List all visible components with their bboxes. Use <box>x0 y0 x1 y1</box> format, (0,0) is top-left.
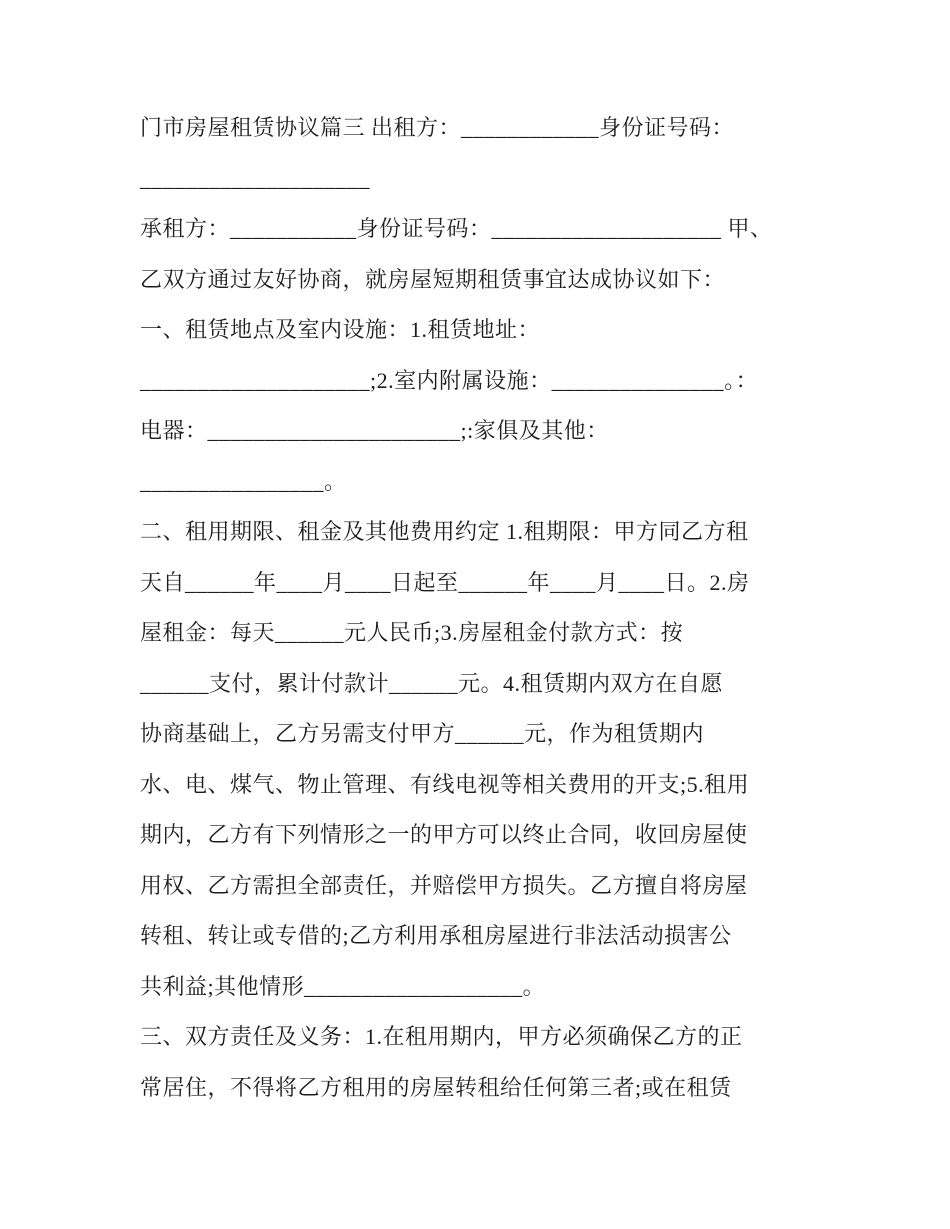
document-line: 用权、乙方需担全部责任，并赔偿甲方损失。乙方擅自将房屋 <box>140 872 748 898</box>
document-line: 电器：______________________;:家俱及其他： <box>140 418 609 443</box>
document-line: 转租、转让或专借的;乙方利用承租房屋进行非法活动损害公 <box>140 923 732 948</box>
document-body <box>140 103 830 1113</box>
document-line: ________________。 <box>140 468 347 494</box>
document-line: 一、租赁地点及室内设施：1.租赁地址： <box>140 317 541 342</box>
document-line: 承租方：___________身份证号码：____________________ 甲、 <box>140 216 773 241</box>
document-line: 天自______年____月____日起至______年____月____日。2.房 <box>140 569 750 595</box>
document-line: 水、电、煤气、物止管理、有线电视等相关费用的开支;5.租用 <box>140 771 750 797</box>
document-line: ______支付，累计付款计______元。4.租赁期内双方在自愿 <box>140 670 724 696</box>
document-line: 三、双方责任及义务：1.在租用期内，甲方必须确保乙方的正 <box>140 1024 743 1049</box>
document-line: 常居住，不得将乙方租用的房屋转租给任何第三者;或在租赁 <box>140 1074 732 1100</box>
document-line: 门市房屋租赁协议篇三 出租方：____________身份证号码： <box>140 115 735 140</box>
document-line: 协商基础上，乙方另需支付甲方______元，作为租赁期内 <box>140 721 705 746</box>
document-line: ____________________ <box>140 165 370 191</box>
document-line: 屋租金：每天______元人民币;3.房屋租金付款方式：按 <box>140 620 684 645</box>
document-line: 期内，乙方有下列情形之一的甲方可以终止合同，收回房屋使 <box>140 822 748 847</box>
document-line: 乙双方通过友好协商，就房屋短期租赁事宜达成协议如下： <box>140 266 726 292</box>
document-line: ____________________;2.室内附属设施：_______________。： <box>140 367 759 393</box>
document-line: 共利益;其他情形___________________。 <box>140 973 546 999</box>
document-line: 二、租用期限、租金及其他费用约定 1.租期限：甲方同乙方租 <box>140 519 749 544</box>
